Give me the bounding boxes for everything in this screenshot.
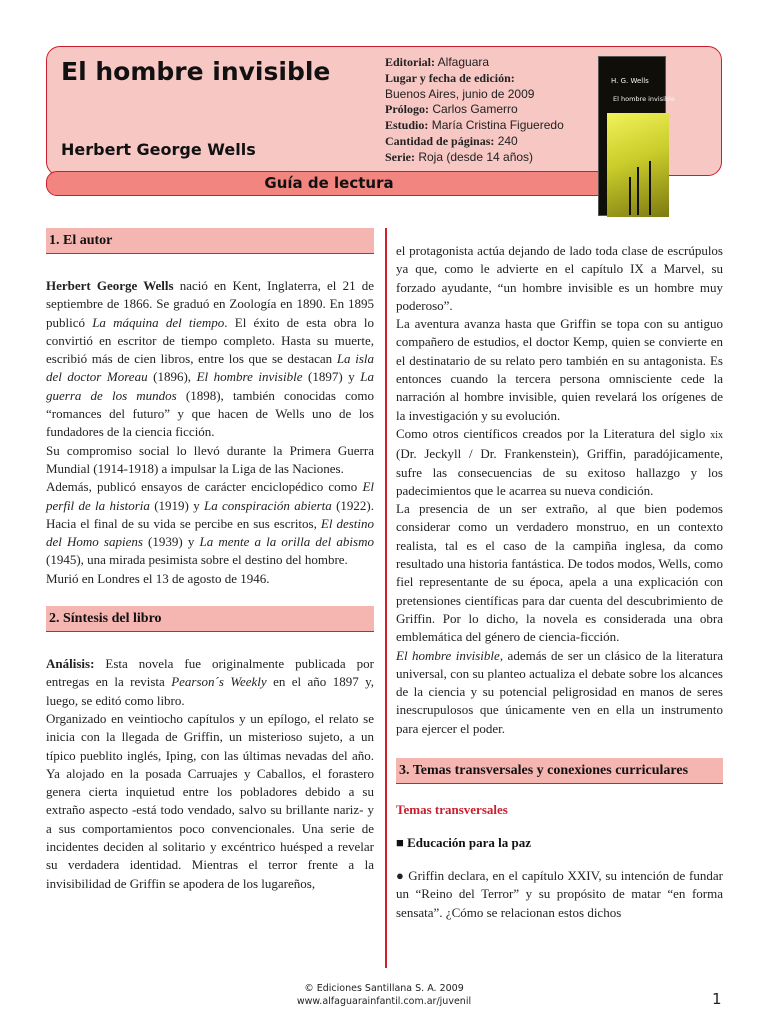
meta-place-date-label: Lugar y fecha de edición: bbox=[385, 70, 515, 85]
section-heading-transversal-themes: 3. Temas transversales y conexiones curriculares bbox=[396, 758, 723, 784]
transversal-themes-subheading: Temas transversales bbox=[396, 802, 508, 818]
square-bullet-icon: ■ bbox=[396, 835, 408, 851]
synopsis-paragraph-4: La aventura avanza hasta que Griffin se topa con su antiguo compañero de estudios, el doctor Kemp, quien se convierte en el destinatario de su relato pero también en su antagonista. Es entonces cuando la tercera persona omnisciente cede la narración al hombre invisible, quien revelará los orígenes de la investigación y su evolución. bbox=[396, 316, 723, 423]
cover-title: El hombre invisible bbox=[613, 95, 675, 103]
book-metadata bbox=[385, 55, 605, 166]
synopsis-paragraph-3: el protagonista actúa dejando de lado toda clase de escrúpulos ya que, como le advierte en el capítulo IX a Marvel, su forzado ayudante, “un hombre invisible es un hombre muy poderoso”. bbox=[396, 243, 723, 313]
meta-page-count: Cantidad de páginas: 240 bbox=[385, 133, 518, 148]
meta-prologue: Prólogo: Carlos Gamerro bbox=[385, 102, 518, 117]
cover-author: H. G. Wells bbox=[611, 77, 649, 85]
transversal-paragraph-1: ● Griffin declara, en el capítulo XXIV, su intención de fundar un “Reino del Terror” y su propósito de matar “en forma sensata”. ¿Cómo se relacionan estos dichos bbox=[396, 868, 723, 920]
author-paragraph-1: Herbert George Wells nació en Kent, Inglaterra, el 21 de septiembre de 1866. Se graduó en Zoología en 1890. En 1895 publicó La máquina del tiempo. El éxito de esta obra lo convirtió en escritor de tiempo completo. Hasta su muerte, escribió más de cien libros, entre los que se destacan La isla del doctor Moreau (1896), El hombre invisible (1897) y La guerra de los mundos (1898), también conocidas como “romances del futuro” y que hacen de Wells uno de los fundadores de la ciencia ficción. bbox=[46, 278, 374, 440]
section-heading-author: 1. El autor bbox=[46, 228, 374, 254]
footer-url: www.alfaguarainfantil.com.ar/juvenil bbox=[296, 996, 472, 1007]
synopsis-paragraph-6: La presencia de un ser extraño, al que bien podemos considerar como un verdadero monstruo, en un contexto realista, tal es el caso de la campiña inglesa, da como resultado una historia fantástica. De todos modos, Wells, como fiel representante de su época, apela a una explicación con pretensiones científicas para dar cuenta del descubrimiento de Griffin. Por lo dicho, la novela es considerada una obra emblemática del género de ciencia-ficción. bbox=[396, 501, 723, 645]
meta-study: Estudio: María Cristina Figueredo bbox=[385, 118, 564, 133]
book-title: El hombre invisible bbox=[61, 57, 331, 86]
book-cover-image bbox=[598, 56, 675, 216]
author-paragraph-3: Además, publicó ensayos de carácter enciclopédico como El perfil de la historia (1919) y La conspiración abierta (1922). Hacia el final de su vida se percibe en sus escritos, El destino del Homo sapiens (1939) y La mente a la orilla del abismo (1945), una mirada pesimista sobre el destino del hombre. bbox=[46, 479, 374, 568]
round-bullet-icon: ● bbox=[396, 868, 409, 884]
right-column bbox=[396, 242, 723, 922]
reading-guide-banner: Guía de lectura bbox=[46, 171, 612, 196]
peace-education-heading: ■ Educación para la paz bbox=[396, 835, 531, 851]
footer-copyright: © Ediciones Santillana S. A. 2009 bbox=[304, 983, 464, 994]
synopsis-paragraph-1: Análisis: Esta novela fue originalmente publicada por entregas en la revista Pearson´s Weekly en el año 1897 y, luego, se editó como libro. bbox=[46, 656, 374, 708]
synopsis-paragraph-7: El hombre invisible, además de ser un clásico de la literatura universal, con su planteo actualiza el debate sobre los alcances de la ciencia y su potencial peligrosidad en manos de seres inescrupulosos que únicamente ven en ella un instrumento para ejercer el poder. bbox=[396, 647, 723, 736]
author-paragraph-4: Murió en Londres el 13 de agosto de 1946. bbox=[46, 570, 270, 586]
synopsis-paragraph-5: Como otros científicos creados por la Literatura del siglo xix (Dr. Jeckyll / Dr. Frankenstein), Griffin, paradójicamente, sufre las consecuencias de su exitoso hallazgo y los padecimientos que le acarrea su nueva condición. bbox=[396, 425, 723, 498]
page-number: 1 bbox=[712, 990, 722, 1008]
meta-series: Serie: Roja (desde 14 años) bbox=[385, 149, 534, 164]
book-author: Herbert George Wells bbox=[61, 140, 256, 159]
meta-publisher: Editorial: Alfaguara bbox=[385, 55, 490, 69]
author-paragraph-2: Su compromiso social lo llevó durante la Primera Guerra Mundial (1914-1918) a impulsar la Liga de las Naciones. bbox=[46, 442, 374, 476]
synopsis-paragraph-2: Organizado en veintiocho capítulos y un epílogo, el relato se inicia con la llegada de Griffin, un misterioso sujeto, a un típico pueblito inglés, Iping, con las últimas nevadas del año. Ya alojado en la posada Carruajes y Caballos, el forastero genera cierta inquietud entre los pobladores debido a su extraño aspecto -está todo vendado, salvo su brillante nariz- y a sus comportamientos poco convencionales. Una serie de incidentes deciden al solitario y excéntrico huésped a revelar su verdadera identidad. Mientras el terror frente a la invisibilidad de Griffin se apodera de los lugareños, bbox=[46, 710, 374, 891]
footer bbox=[0, 982, 768, 1008]
meta-place-date: Buenos Aires, junio de 2009 bbox=[385, 86, 535, 101]
column-divider bbox=[385, 228, 387, 968]
section-heading-synopsis: 2. Síntesis del libro bbox=[46, 606, 374, 632]
left-column bbox=[46, 228, 374, 893]
